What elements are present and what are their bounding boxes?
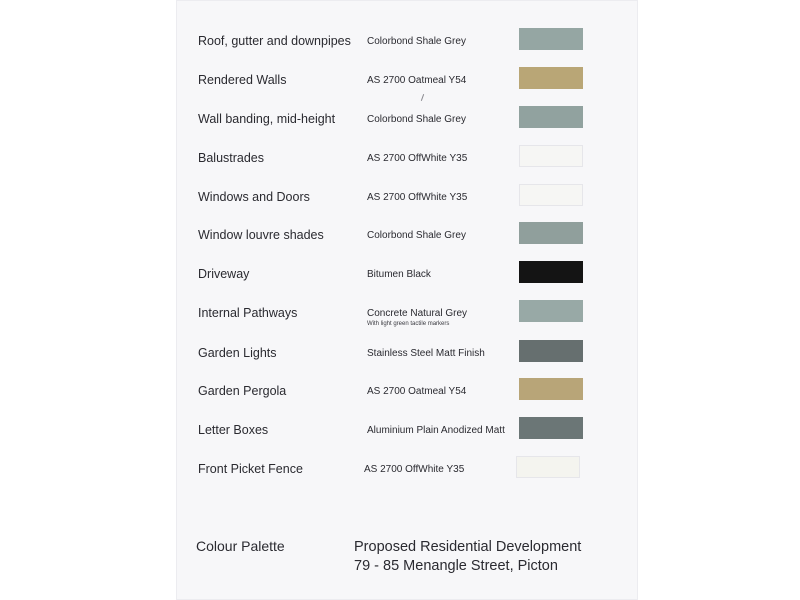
finish-label: AS 2700 OffWhite Y35 [367,153,468,164]
finish-note: With light green tactile markers [367,321,450,327]
schedule-row [176,456,638,490]
colour-swatch [519,28,583,50]
element-label: Wall banding, mid-height [198,112,336,126]
element-label: Rendered Walls [198,73,287,87]
element-label: Letter Boxes [198,423,269,437]
element-label: Window louvre shades [198,228,324,242]
finish-label: Colorbond Shale Grey [367,36,466,47]
element-label: Roof, gutter and downpipes [198,34,351,48]
colour-swatch [519,184,583,206]
colour-schedule-sheet [176,0,638,600]
finish-label: AS 2700 Oatmeal Y54 [367,386,467,397]
colour-swatch [519,378,583,400]
colour-swatch [519,417,583,439]
finish-label: Bitumen Black [367,269,431,280]
schedule-row [176,300,638,334]
finish-label: Aluminium Plain Anodized Matt [367,425,505,436]
element-label: Garden Lights [198,346,277,360]
palette-title: Colour Palette [196,538,285,554]
element-label: Garden Pergola [198,384,287,398]
colour-swatch [519,261,583,283]
finish-label: Stainless Steel Matt Finish [367,348,485,359]
schedule-row [176,417,638,451]
schedule-row [176,184,638,218]
element-label: Balustrades [198,151,265,165]
element-label: Windows and Doors [198,190,310,204]
schedule-row [176,106,638,140]
finish-label: AS 2700 Oatmeal Y54 [367,75,467,86]
finish-label: Concrete Natural Grey [367,308,468,319]
schedule-row [176,222,638,256]
element-label: Driveway [198,267,250,281]
schedule-row [176,28,638,62]
schedule-row [176,261,638,295]
finish-label: Colorbond Shale Grey [367,114,466,125]
element-label: Internal Pathways [198,306,298,320]
finish-label: AS 2700 OffWhite Y35 [364,464,465,475]
finish-label: Colorbond Shale Grey [367,230,466,241]
colour-swatch [519,300,583,322]
colour-swatch [519,340,583,362]
colour-swatch [519,145,583,167]
project-address [354,538,581,576]
schedule-row [176,67,638,101]
element-label: Front Picket Fence [198,462,303,476]
project-title: Proposed Residential Development [354,539,582,555]
schedule-row [176,145,638,179]
schedule-row [176,340,638,374]
colour-swatch [516,456,580,478]
colour-swatch [519,67,583,89]
finish-label: AS 2700 OffWhite Y35 [367,192,468,203]
colour-swatch [519,222,583,244]
schedule-row [176,378,638,412]
colour-swatch [519,106,583,128]
project-street: 79 - 85 Menangle Street, Picton [354,558,558,574]
